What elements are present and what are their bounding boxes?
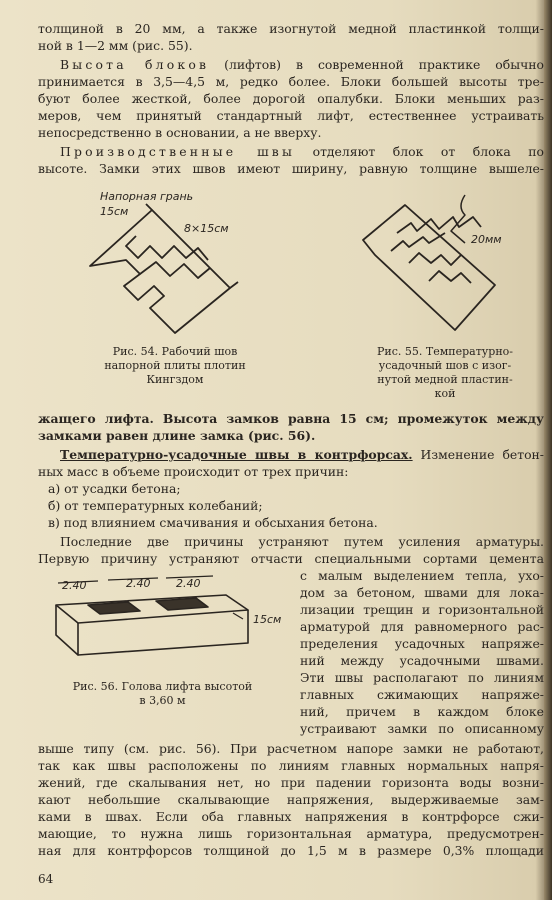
text-line: ний, причем в каждом блоке <box>300 704 544 719</box>
text-line: Последние две причины устраняют путем усиления арматуры. <box>60 534 544 549</box>
figure-54 <box>80 188 260 338</box>
text-line: ных масс в объеме происходит от трех причин: <box>38 464 349 479</box>
text-line: жащего лифта. Высота замков равна 15 см; промежуток между <box>38 411 544 426</box>
text-line: арматурой для равномерного рас- <box>300 619 544 634</box>
fig56-caption <box>45 680 280 708</box>
text-line: толщиной в 20 мм, а также изогнутой медной пластинкой толщи- <box>38 21 544 36</box>
fig56-dim1: 2.40 <box>62 579 87 592</box>
text-span: отделяют блок от блока по <box>295 144 544 159</box>
text-line: жений, где скалывания нет, но при падении горизонта воды возни- <box>38 775 544 790</box>
figure-56 <box>48 575 283 675</box>
list-item: б) от температурных колебаний; <box>48 498 263 513</box>
spaced-term: Производственные швы <box>60 144 296 159</box>
text-line <box>38 446 544 463</box>
caption-line: Рис. 55. Температурно- <box>377 345 513 358</box>
text-line: непосредственно в основании, а не вверху. <box>38 125 322 140</box>
text-line: принимается в 3,5—4,5 м, редко более. Блоки большей высоты тре- <box>38 74 544 89</box>
fig54-caption <box>80 345 270 387</box>
caption-line: нутой медной пластин- <box>377 373 513 386</box>
fig55-caption <box>355 345 535 401</box>
caption-line: напорной плиты плотин <box>104 359 246 372</box>
list-item: а) от усадки бетона; <box>48 481 181 496</box>
text-line: кают небольшие скалывающие напряжения, выдерживаемые зам- <box>38 792 544 807</box>
text-line <box>38 56 544 73</box>
text-span: Изменение бетон- <box>412 447 544 462</box>
text-line: с малым выделением тепла, ухо- <box>300 568 544 583</box>
text-line: ками в швах. Если оба главных напряжения в контрфорсе сжи- <box>38 809 544 824</box>
text-line: дом за бетоном, швами для лока- <box>300 585 544 600</box>
fig55-label-20: 20мм <box>471 233 502 246</box>
text-line: ная для контрфорсов толщиной до 1,5 м в размере 0,3% площади <box>38 843 544 858</box>
text-line: Первую причину устраняют отчасти специальными сортами цемента <box>38 551 544 566</box>
caption-line: в 3,60 м <box>139 694 186 707</box>
fig56-dim-15: 15см <box>253 613 282 626</box>
spaced-term: Высота блоков <box>60 57 210 72</box>
text-line: пределения усадочных напряже- <box>300 636 544 651</box>
text-line: выше типу (см. рис. 56). При расчетном напоре замки не работают, <box>38 741 544 756</box>
text-line: ной в 1—2 мм (рис. 55). <box>38 38 193 53</box>
caption-line: кой <box>434 387 456 400</box>
text-line: главных сжимающих напряже- <box>300 687 544 702</box>
text-line: мающие, то нужна лишь горизонтальная арматура, предусмотрен- <box>38 826 544 841</box>
text-line <box>38 143 544 160</box>
text-line: Эти швы располагают по линиям <box>300 670 544 685</box>
fig56-dim3: 2.40 <box>176 577 201 590</box>
figure-55 <box>355 185 525 340</box>
text-line: ний между усадочными швами. <box>300 653 544 668</box>
fig54-label-face: Напорная грань <box>100 190 194 203</box>
text-line: так как швы расположены по линиям главных нормальных напря- <box>38 758 544 773</box>
text-line: буют более жесткой, более дорогой опалубки. Блоки меньших раз- <box>38 91 544 106</box>
text-span: (лифтов) в современной практике обычно <box>209 57 544 72</box>
text-line: устраивают замки по описанному <box>300 721 544 736</box>
fig56-dim2: 2.40 <box>126 577 151 590</box>
caption-line: Рис. 56. Голова лифта высотой <box>72 680 253 693</box>
text-line: замками равен длине замка (рис. 56). <box>38 428 316 443</box>
text-line: меров, чем принятый стандартный лифт, естественнее устраивать <box>38 108 544 123</box>
section-heading: Температурно-усадочные швы в контрфорсах. <box>60 447 413 462</box>
text-line: высоте. Замки этих швов имеют ширину, равную толщине вышеле- <box>38 161 544 176</box>
page-number: 64 <box>38 872 54 886</box>
fig54-label-8x15: 8×15см <box>184 222 229 235</box>
list-item: в) под влиянием смачивания и обсыхания бетона. <box>48 515 378 530</box>
fig54-label-15: 15см <box>100 205 129 218</box>
page-edge-shadow <box>544 0 552 900</box>
caption-line: усадочный шов с изог- <box>378 359 512 372</box>
caption-line: Рис. 54. Рабочий шов <box>112 345 238 358</box>
text-line: лизации трещин и горизонтальной <box>300 602 544 617</box>
caption-line: Кингздом <box>146 373 204 386</box>
